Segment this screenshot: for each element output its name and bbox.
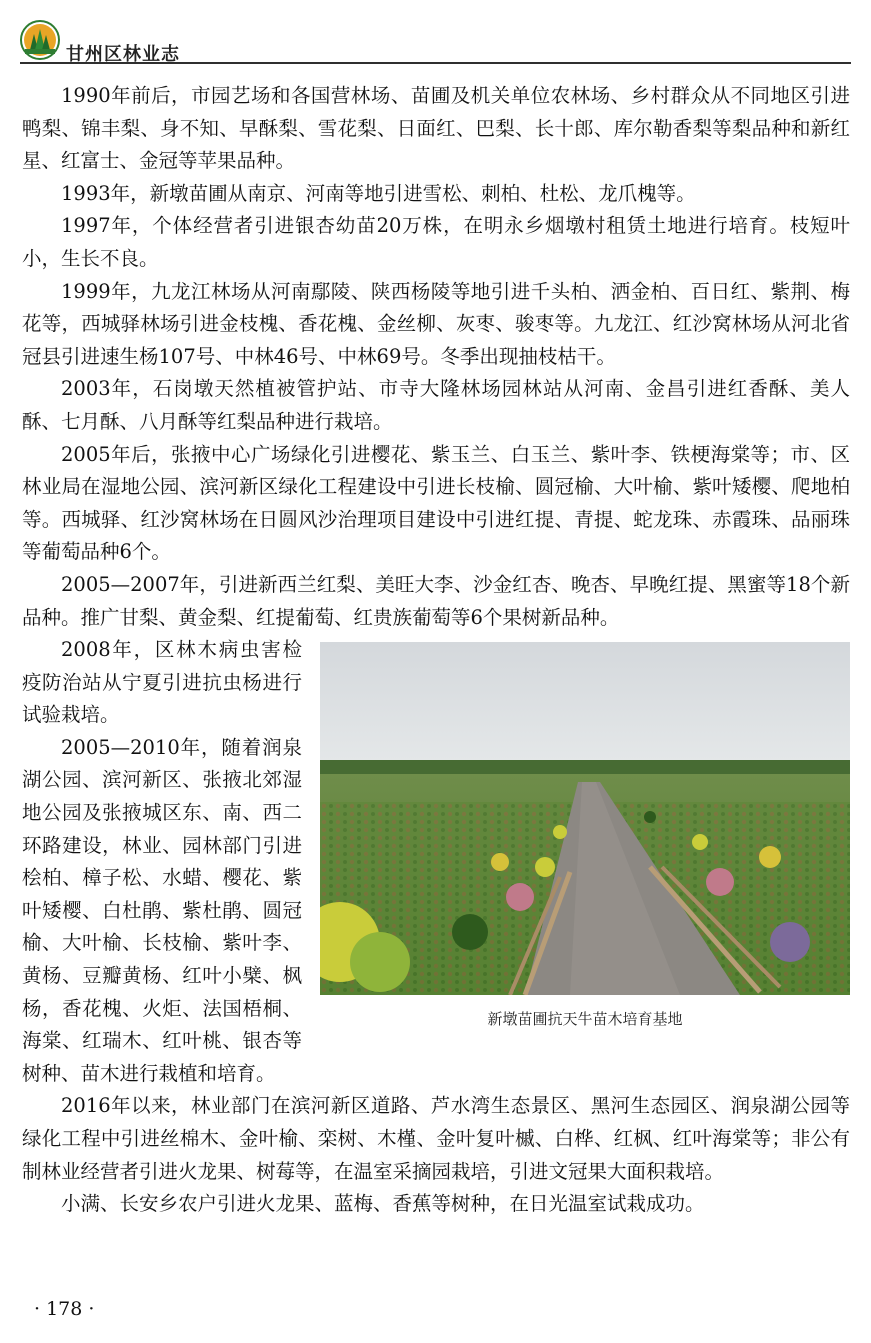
paragraph-1997: 1997年，个体经营者引进银杏幼苗20万株，在明永乡烟墩村租赁土地进行培育。枝短叶小，生长不良。: [22, 214, 850, 270]
forest-logo-icon: [20, 20, 60, 60]
header-divider: [20, 62, 851, 64]
paragraph-1999: 1999年，九龙江林场从河南鄢陵、陕西杨陵等地引进千头柏、洒金柏、百日红、紫荆、梅花等，西城驿林场引进金枝槐、香花槐、金丝柳、灰枣、骏枣等。九龙江、红沙窝林场从河北省冠县引进速生杨107号、中林46号、中林69号。冬季出现抽枝枯干。: [22, 279, 850, 368]
book-title: 甘州区林业志: [66, 44, 180, 65]
page-header: [20, 18, 851, 64]
page-body: [22, 80, 850, 1221]
paragraph-xiaoman: 小满、长安乡农户引进火龙果、蓝梅、香蕉等树种，在日光温室试栽成功。: [61, 1192, 705, 1216]
paragraph-2005-2010: 2005—2010年，随着润泉湖公园、滨河新区、张掖北郊湿地公园及张掖城区东、南、西二环路建设，林业、园林部门引进桧柏、樟子松、水蜡、樱花、紫叶矮樱、白杜鹃、紫杜鹃、圆冠榆、大叶榆、长枝榆、紫叶李、黄杨、豆瓣黄杨、红叶小檗、枫杨，香花槐、火炬、法国梧桐、海棠、红瑞木、红叶桃、银杏等树种、苗木进行栽植和培育。: [22, 735, 302, 1085]
figure: [320, 642, 850, 1043]
paragraph-2005: 2005年后，张掖中心广场绿化引进樱花、紫玉兰、白玉兰、紫叶李、铁梗海棠等；市、区林业局在湿地公园、滨河新区绿化工程建设中引进长枝榆、圆冠榆、大叶榆、紫叶矮樱、爬地柏等。西城驿、红沙窝林场在日圆风沙治理项目建设中引进红提、青提、蛇龙珠、赤霞珠、品丽珠等葡萄品种6个。: [22, 442, 850, 564]
paragraph-1993: 1993年，新墩苗圃从南京、河南等地引进雪松、刺柏、杜松、龙爪槐等。: [61, 181, 696, 205]
photo-text-block: [22, 634, 850, 1090]
paragraph-1990: 1990年前后，市园艺场和各国营林场、苗圃及机关单位农林场、乡村群众从不同地区引进鸭梨、锦丰梨、身不知、早酥梨、雪花梨、日面红、巴梨、长十郎、库尔勒香梨等梨品种和新红星、红富士、金冠等苹果品种。: [22, 84, 850, 173]
nursery-photo: [320, 642, 850, 995]
paragraph-2003: 2003年，石岗墩天然植被管护站、市寺大隆林场园林站从河南、金昌引进红香酥、美人酥、七月酥、八月酥等红梨品种进行栽培。: [22, 377, 850, 433]
paragraph-2008: 2008年，区林木病虫害检疫防治站从宁夏引进抗虫杨进行试验栽培。: [22, 638, 302, 727]
page-number: · 178 ·: [34, 1298, 95, 1320]
paragraph-2005-2007: 2005—2007年，引进新西兰红梨、美旺大李、沙金红杏、晚杏、早晚红提、黑蜜等18个新品种。推广甘梨、黄金梨、红提葡萄、红贵族葡萄等6个果树新品种。: [22, 572, 850, 629]
paragraph-2016: 2016年以来，林业部门在滨河新区道路、芦水湾生态景区、黑河生态园区、润泉湖公园等绿化工程中引进丝棉木、金叶榆、栾树、木槿、金叶复叶槭、白桦、红枫、红叶海棠等；非公有制林业经营者引进火龙果、树莓等，在温室采摘园栽培，引进文冠果大面积栽培。: [22, 1094, 850, 1183]
photo-caption: 新墩苗圃抗天牛苗木培育基地: [487, 1010, 683, 1029]
